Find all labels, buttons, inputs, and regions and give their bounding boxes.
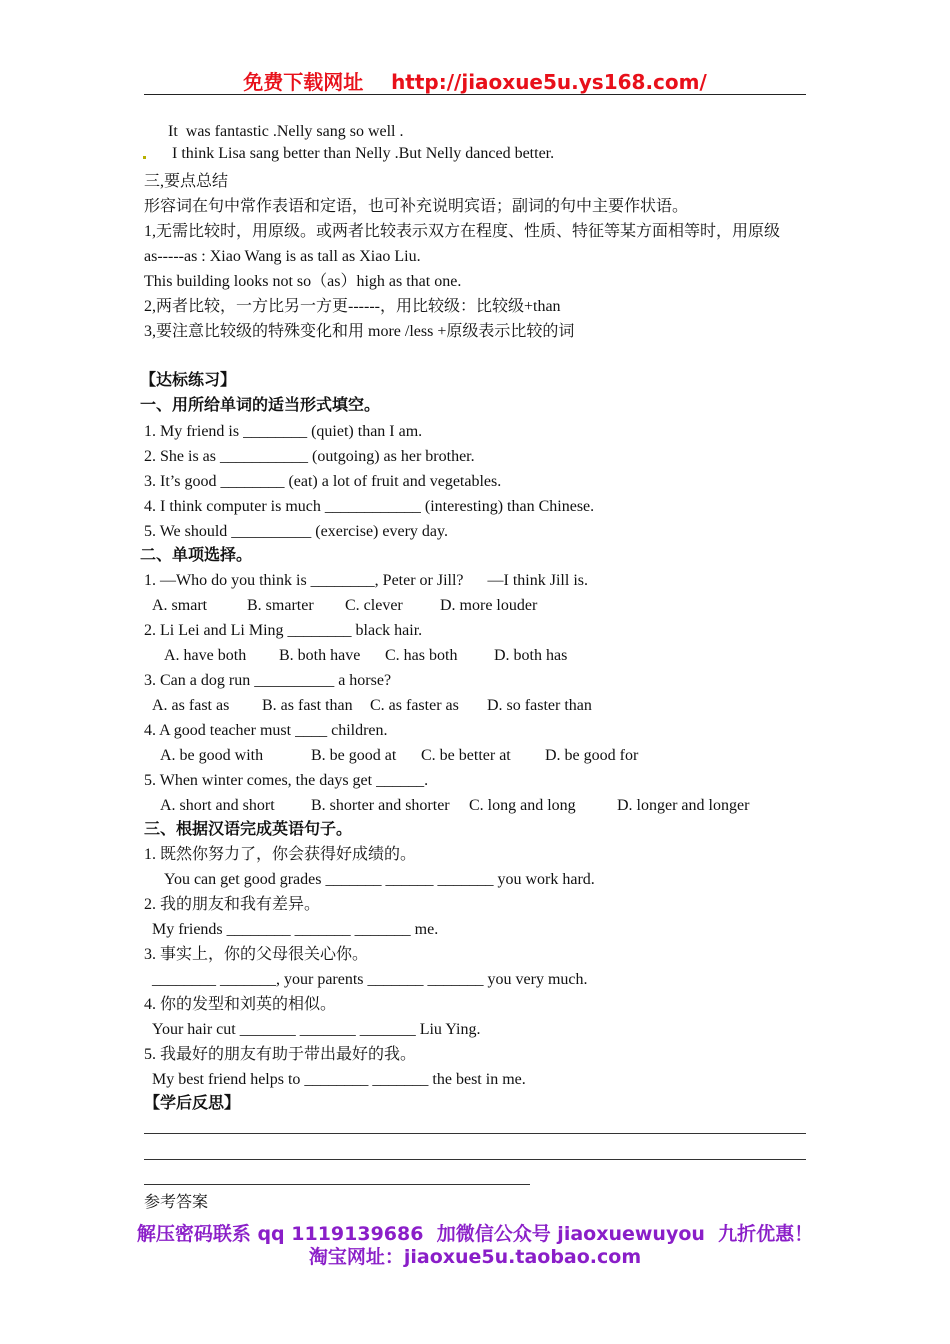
part3-chinese: 1. 既然你努力了，你会获得好成绩的。 (144, 846, 417, 863)
footer-line-1: 解压密码联系 qq 1119139686 加微信公众号 jiaoxuewuyou 九折优惠！ (136, 1223, 814, 1245)
option: D. longer and longer (617, 797, 750, 814)
header-rule (144, 94, 806, 95)
summary-p1: 形容词在句中常作表语和定语，也可补充说明宾语；副词的句中主要作状语。 (144, 198, 689, 215)
part2-question: 4. A good teacher must ____ children. (144, 722, 388, 739)
part3-english: My friends ________ _______ _______ me. (152, 921, 439, 938)
option: B. be good at (311, 747, 397, 764)
option: D. both has (494, 647, 568, 664)
header-banner (0, 66, 950, 95)
option: B. shorter and shorter (311, 797, 450, 814)
summary-p2c: This building looks not so（as）high as that one. (144, 273, 462, 290)
option: A. short and short (160, 797, 275, 814)
part2-question: 5. When winter comes, the days get ______. (144, 772, 429, 789)
part1-item: 3. It’s good ________ (eat) a lot of fruit and vegetables. (144, 473, 502, 490)
part3-chinese: 3. 事实上，你的父母很关心你。 (144, 946, 369, 963)
option: A. smart (152, 597, 208, 614)
part2-question: 2. Li Lei and Li Ming ________ black hair. (144, 622, 423, 639)
summary-p4: 3,要注意比较级的特殊变化和用 more /less +原级表示比较的词 (144, 323, 575, 340)
footer-line-2[interactable]: 淘宝网址：jiaoxue5u.taobao.com (308, 1246, 642, 1268)
reflection-line (144, 1133, 806, 1134)
option: C. has both (385, 647, 458, 664)
part2-title: 二、单项选择。 (140, 547, 253, 564)
answers-title: 参考答案 (144, 1194, 209, 1211)
header-url[interactable]: http://jiaoxue5u.ys168.com/ (391, 70, 707, 94)
reflection-line (144, 1159, 806, 1160)
reflection-title: 【学后反思】 (144, 1095, 241, 1112)
option: A. be good with (160, 747, 264, 764)
part1-item: 1. My friend is ________ (quiet) than I am. (144, 423, 423, 440)
option: D. more louder (440, 597, 538, 614)
reflection-line (144, 1184, 530, 1185)
option: A. as fast as (152, 697, 230, 714)
summary-p2a: 1,无需比较时，用原级。或两者比较表示双方在程度、性质、特征等某方面相等时，用原级 (144, 223, 781, 240)
bullet-dot (143, 156, 146, 159)
option: B. both have (279, 647, 361, 664)
part1-item: 4. I think computer is much ____________ (interesting) than Chinese. (144, 498, 595, 515)
part1-item: 2. She is as ___________ (outgoing) as her brother. (144, 448, 475, 465)
part3-title: 三、根据汉语完成英语句子。 (144, 821, 353, 838)
option: D. so faster than (487, 697, 592, 714)
part3-english: My best friend helps to ________ _______ the best in me. (152, 1071, 526, 1088)
part2-question: 3. Can a dog run __________ a horse? (144, 672, 392, 689)
option: C. long and long (469, 797, 576, 814)
summary-p2b: as-----as : Xiao Wang is as tall as Xiao Liu. (144, 248, 421, 265)
option: D. be good for (545, 747, 639, 764)
part3-chinese: 4. 你的发型和刘英的相似。 (144, 996, 337, 1013)
part3-english: ________ _______, your parents _______ _______ you very much. (152, 971, 588, 988)
part1-title: 一、用所给单词的适当形式填空。 (140, 397, 381, 414)
summary-title: 三,要点总结 (144, 173, 229, 190)
part1-item: 5. We should __________ (exercise) every day. (144, 523, 448, 540)
part3-chinese: 2. 我的朋友和我有差异。 (144, 896, 321, 913)
header-label: 免费下载网址 (243, 70, 364, 94)
option: C. as faster as (370, 697, 459, 714)
option: C. be better at (421, 747, 511, 764)
part3-english: Your hair cut _______ _______ _______ Liu Ying. (152, 1021, 481, 1038)
option: C. clever (345, 597, 403, 614)
summary-p3: 2,两者比较，一方比另一方更------，用比较级：比较级+than (144, 298, 561, 315)
option: B. as fast than (262, 697, 353, 714)
part2-question: 1. —Who do you think is ________, Peter or Jill? —I think Jill is. (144, 572, 588, 589)
practice-title: 【达标练习】 (140, 372, 237, 389)
part3-chinese: 5. 我最好的朋友有助于带出最好的我。 (144, 1046, 417, 1063)
option: A. have both (164, 647, 247, 664)
intro-line-2: I think Lisa sang better than Nelly .But Nelly danced better. (172, 145, 555, 162)
intro-line-1: It was fantastic .Nelly sang so well . (168, 123, 404, 140)
part3-english: You can get good grades _______ ______ _______ you work hard. (164, 871, 595, 888)
option: B. smarter (247, 597, 314, 614)
